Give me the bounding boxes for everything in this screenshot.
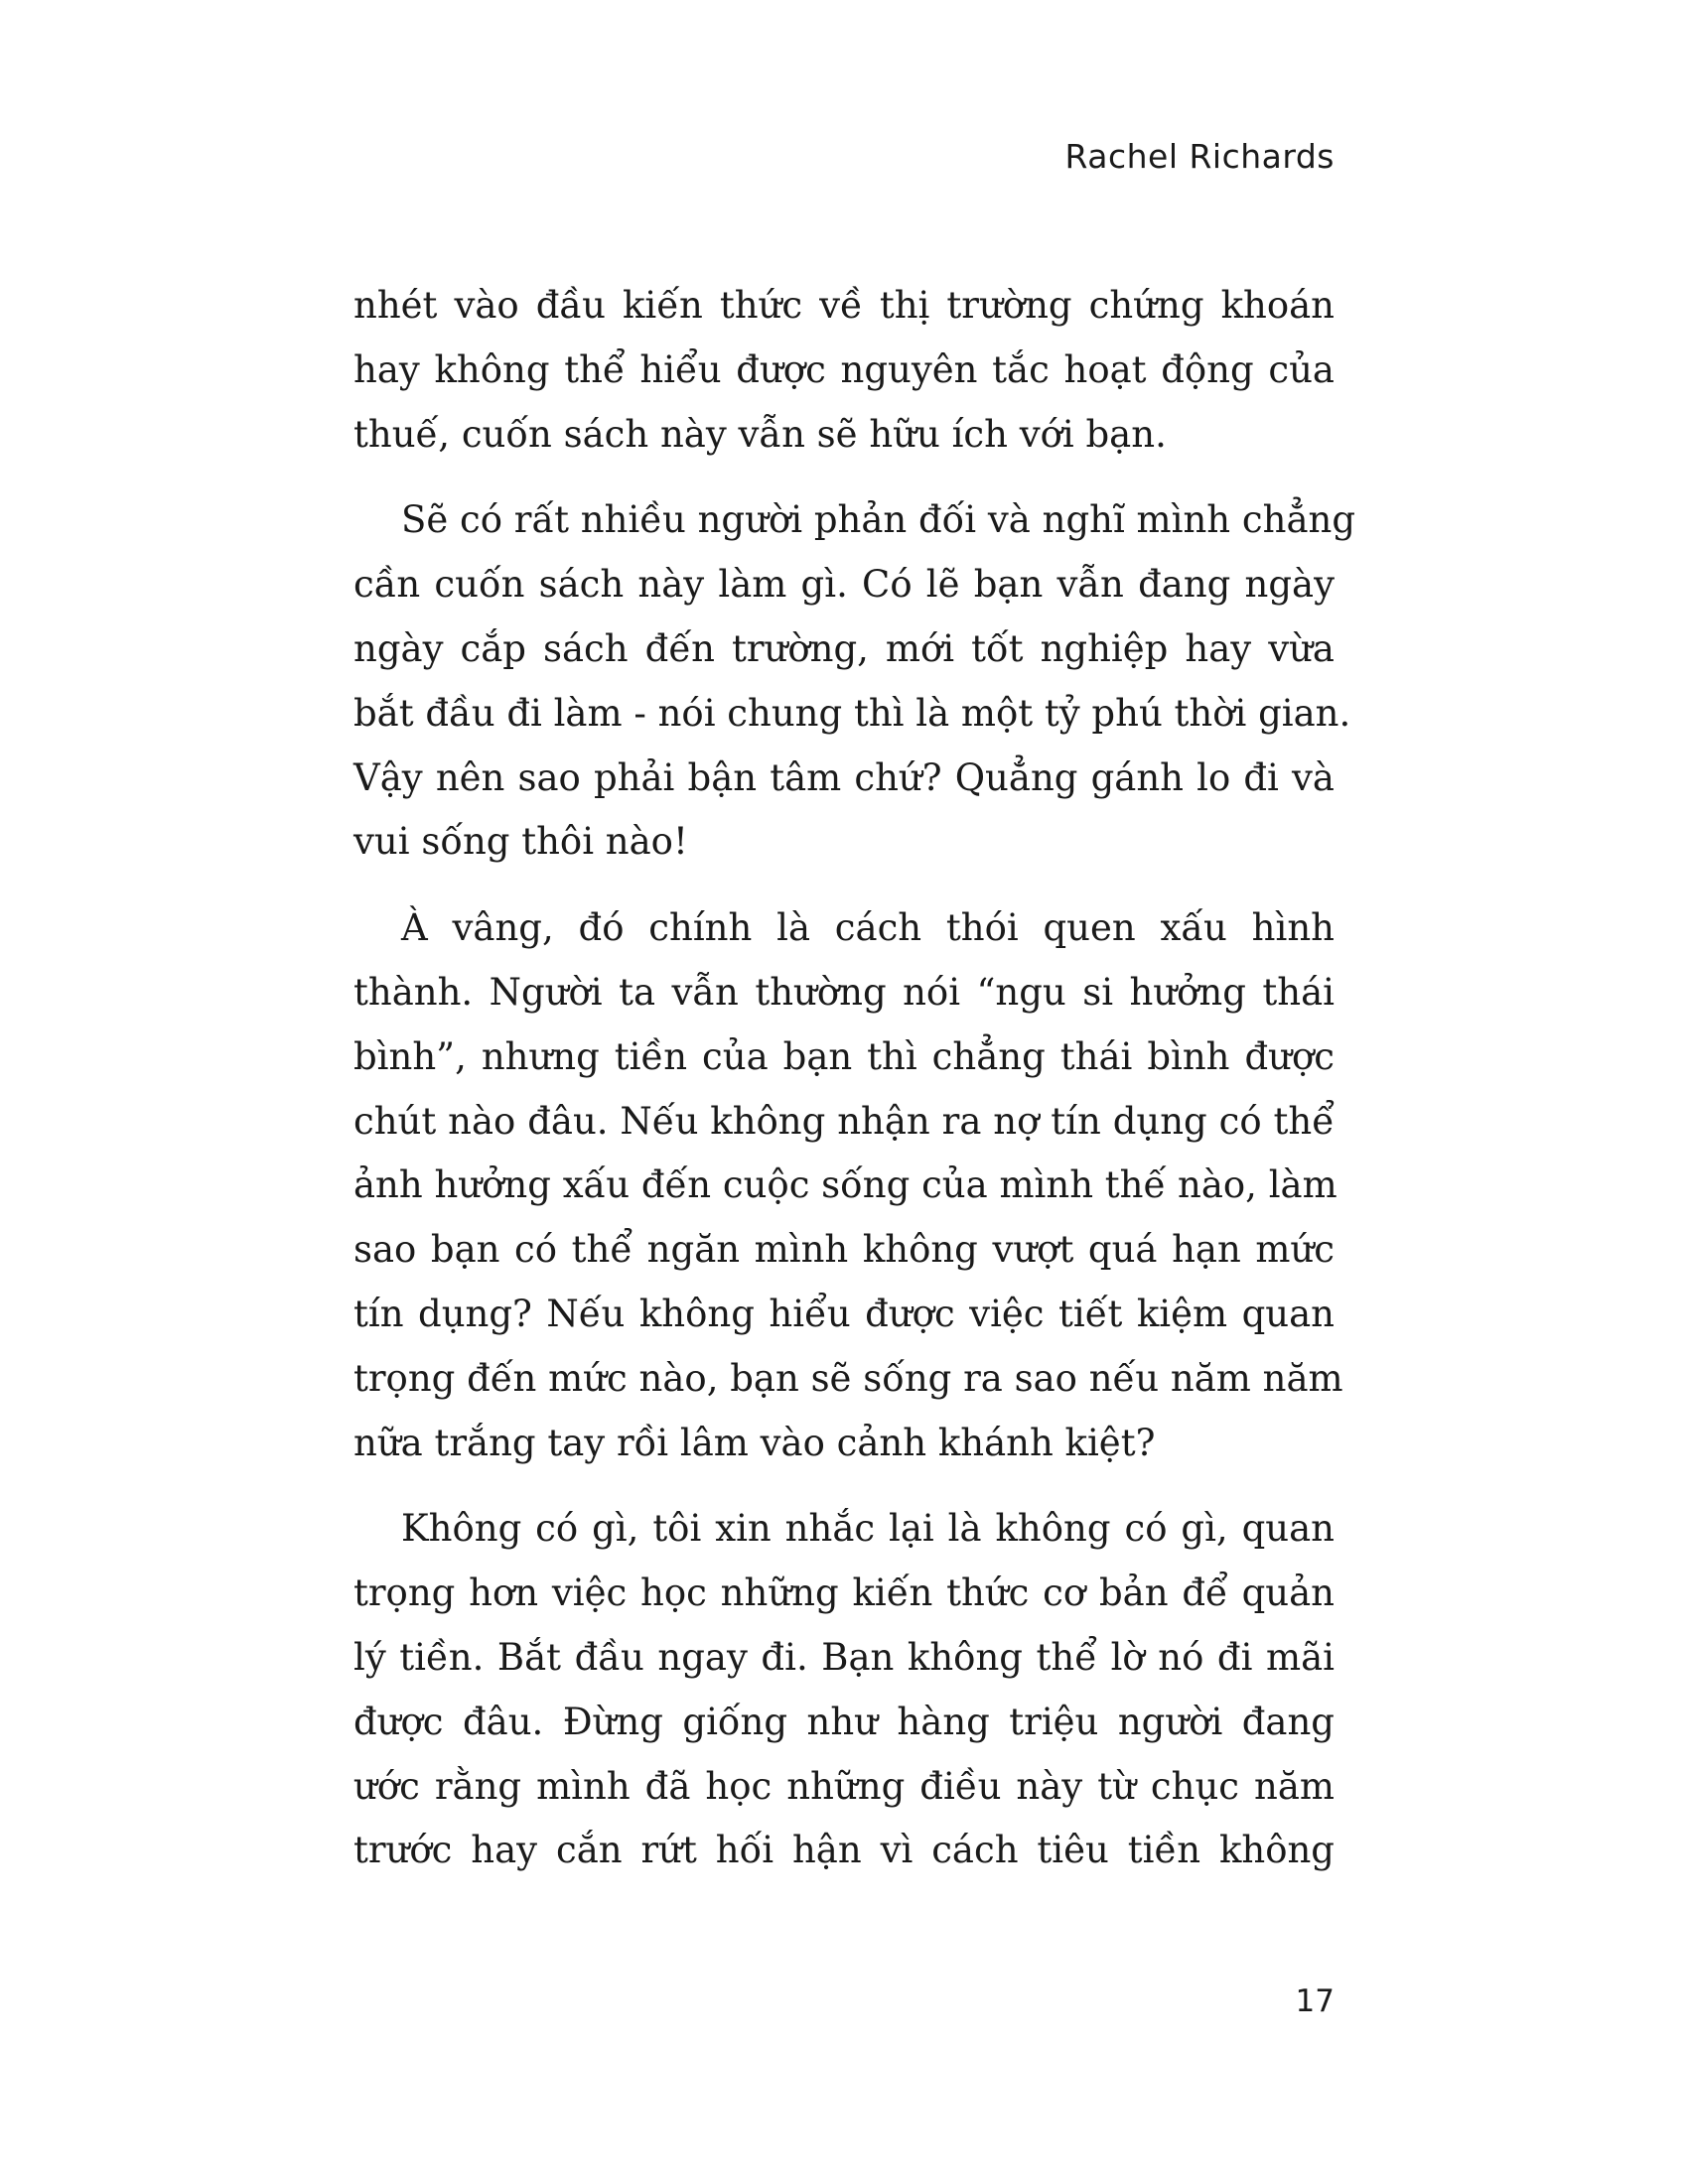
paragraph-1: [353, 274, 1335, 467]
text-line: trọng hơn việc học những kiến thức cơ bản để quản: [353, 1571, 1335, 1615]
paragraph-3: [353, 896, 1343, 1475]
text-line: ước rằng mình đã học những điều này từ chục năm: [353, 1764, 1335, 1808]
text-line: thuế, cuốn sách này vẫn sẽ hữu ích với bạn.: [353, 412, 1167, 456]
text-line: vui sống thôi nào!: [353, 820, 688, 864]
text-line: ngày cắp sách đến trường, mới tốt nghiệp hay vừa: [353, 626, 1335, 670]
text-line: thành. Người ta vẫn thường nói “ngu si hưởng thái: [353, 970, 1335, 1014]
text-line: tín dụng? Nếu không hiểu được việc tiết kiệm quan: [353, 1292, 1335, 1335]
text-line: được đâu. Đừng giống như hàng triệu người đang: [353, 1700, 1335, 1743]
text-line: cần cuốn sách này làm gì. Có lẽ bạn vẫn đang ngày: [353, 563, 1335, 607]
text-line: chút nào đâu. Nếu không nhận ra nợ tín dụng có thể: [353, 1099, 1335, 1143]
text-line: Sẽ có rất nhiều người phản đối và nghĩ mình chẳng: [401, 498, 1356, 542]
text-line: Vậy nên sao phải bận tâm chứ? Quẳng gánh lo đi và: [353, 755, 1335, 799]
text-line: Không có gì, tôi xin nhắc lại là không có gì, quan: [401, 1507, 1335, 1551]
text-line: À vâng, đó chính là cách thói quen xấu hình: [401, 906, 1335, 950]
text-line: trước hay cắn rứt hối hận vì cách tiêu tiền không: [353, 1829, 1335, 1872]
text-line: ảnh hưởng xấu đến cuộc sống của mình thế nào, làm: [353, 1163, 1337, 1207]
body-text: [353, 274, 1356, 1905]
running-header-author: Rachel Richards: [1064, 137, 1335, 176]
text-line: trọng đến mức nào, bạn sẽ sống ra sao nếu năm năm: [353, 1356, 1343, 1400]
text-line: sao bạn có thể ngăn mình không vượt quá hạn mức: [353, 1228, 1335, 1272]
text-line: hay không thể hiểu được nguyên tắc hoạt động của: [353, 347, 1335, 391]
paragraph-4: [353, 1497, 1335, 1883]
text-line: lý tiền. Bắt đầu ngay đi. Bạn không thể lờ nó đi mãi: [353, 1635, 1335, 1679]
text-line: nữa trắng tay rồi lâm vào cảnh khánh kiệt?: [353, 1421, 1156, 1464]
paragraph-2: [353, 488, 1356, 875]
page-number: 17: [1295, 1983, 1335, 2019]
text-line: nhét vào đầu kiến thức về thị trường chứng khoán: [353, 284, 1335, 327]
text-line: bắt đầu đi làm - nói chung thì là một tỷ phú thời gian.: [353, 691, 1351, 735]
text-line: bình”, nhưng tiền của bạn thì chẳng thái bình được: [353, 1034, 1335, 1078]
